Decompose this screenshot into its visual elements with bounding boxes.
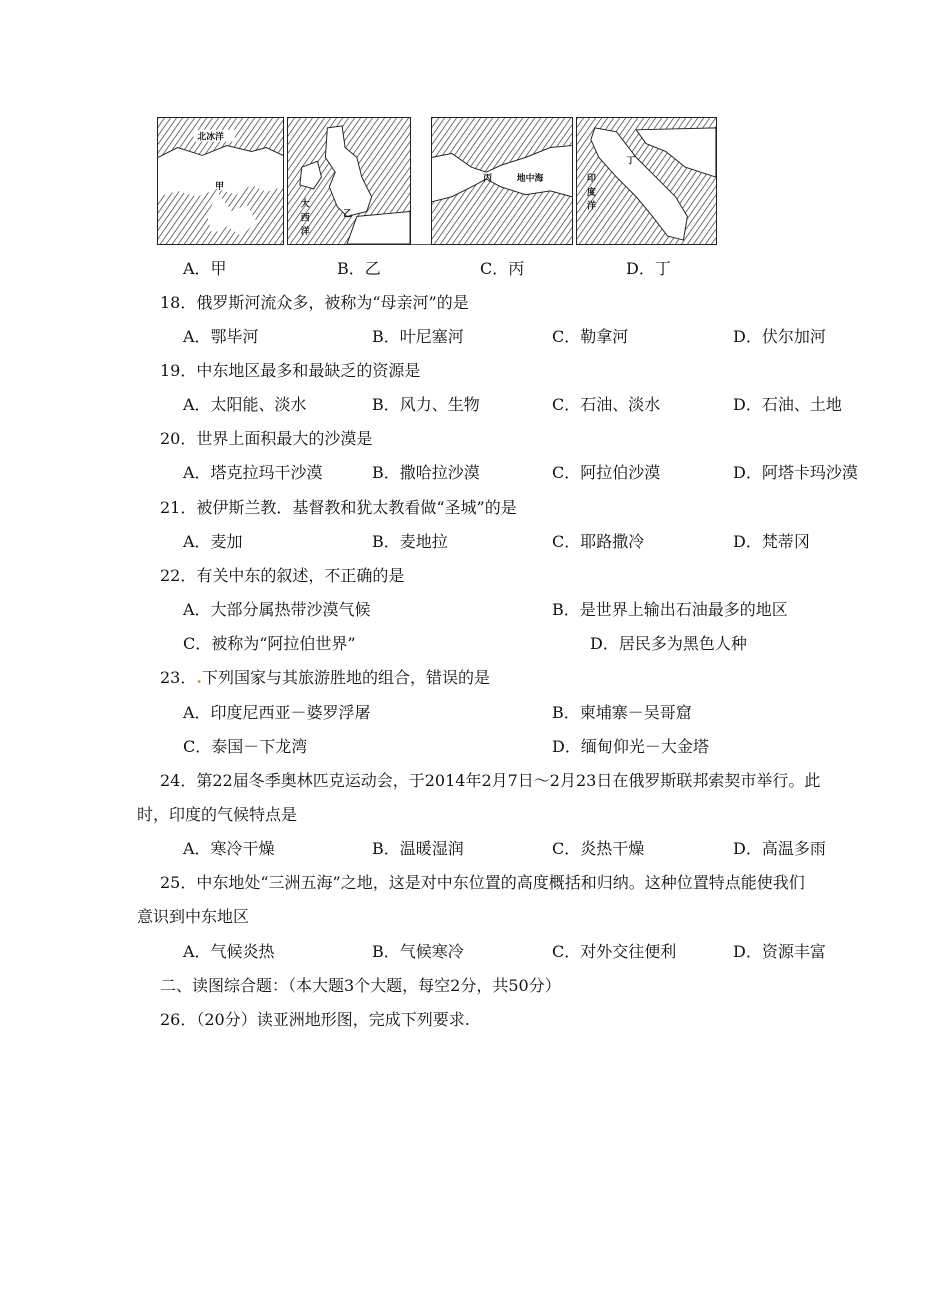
q17-option-b[interactable]: B．乙 bbox=[337, 259, 381, 278]
q19-stem: 19．中东地区最多和最缺乏的资源是 bbox=[160, 361, 421, 380]
label-indian-3: 洋 bbox=[586, 201, 596, 212]
q23-option-a[interactable]: A．印度尼西亚－婆罗浮屠 bbox=[183, 703, 371, 722]
q17-option-d[interactable]: D．丁 bbox=[626, 259, 671, 278]
q18-option-b[interactable]: B．叶尼塞河 bbox=[372, 327, 464, 346]
q25-option-a[interactable]: A．气候炎热 bbox=[183, 942, 275, 961]
q25-option-d[interactable]: D．资源丰富 bbox=[733, 942, 826, 961]
map-ding bbox=[576, 117, 717, 245]
q23-stem bbox=[160, 668, 490, 688]
q21-option-a[interactable]: A．麦加 bbox=[183, 532, 243, 551]
q17-option-c[interactable]: C．丙 bbox=[480, 259, 525, 278]
q20-option-a[interactable]: A．塔克拉玛干沙漠 bbox=[183, 463, 323, 482]
label-indian-2: 度 bbox=[586, 187, 596, 198]
section-2-heading: 二、读图综合题：（本大题3个大题，每空2分，共50分） bbox=[160, 976, 561, 995]
q25-option-b[interactable]: B．气候寒冷 bbox=[372, 942, 464, 961]
label-jia: 甲 bbox=[215, 181, 224, 192]
q21-option-b[interactable]: B．麦地拉 bbox=[372, 532, 448, 551]
q24-option-a[interactable]: A．寒冷干燥 bbox=[183, 839, 275, 858]
q23-number: 23． bbox=[160, 668, 197, 687]
q19-option-c[interactable]: C．石油、淡水 bbox=[552, 395, 661, 414]
label-atlantic-3: 洋 bbox=[300, 227, 310, 238]
label-bing: 丙 bbox=[483, 174, 493, 184]
q23-option-d[interactable]: D．缅甸仰光－大金塔 bbox=[552, 737, 709, 756]
q18-option-c[interactable]: C．勒拿河 bbox=[552, 327, 629, 346]
q21-option-d[interactable]: D．梵蒂冈 bbox=[733, 532, 810, 551]
q24-option-b[interactable]: B．温暖湿润 bbox=[372, 839, 464, 858]
q21-stem: 21．被伊斯兰教．基督教和犹太教看做“圣城”的是 bbox=[160, 498, 517, 517]
q23-text: 下列国家与其旅游胜地的组合，错误的是 bbox=[201, 668, 490, 687]
q24-stem-line2: 时，印度的气候特点是 bbox=[137, 805, 298, 824]
q22-option-b[interactable]: B．是世界上输出石油最多的地区 bbox=[552, 600, 788, 619]
q18-stem: 18．俄罗斯河流众多，被称为“母亲河”的是 bbox=[160, 293, 469, 312]
q22-option-c[interactable]: C．被称为“阿拉伯世界” bbox=[183, 634, 356, 653]
q17-option-a[interactable]: A．甲 bbox=[183, 259, 227, 278]
q19-option-a[interactable]: A．太阳能、淡水 bbox=[183, 395, 307, 414]
q22-stem: 22．有关中东的叙述，不正确的是 bbox=[160, 566, 405, 585]
q19-option-b[interactable]: B．风力、生物 bbox=[372, 395, 480, 414]
label-mediterranean: 地中海 bbox=[516, 174, 544, 184]
label-yi: 乙 bbox=[343, 209, 352, 220]
q25-stem: 25．中东地处“三洲五海”之地，这是对中东位置的高度概括和归纳。这种位置特点能使我们 bbox=[160, 873, 805, 892]
map-yi bbox=[287, 117, 411, 245]
label-ding: 丁 bbox=[626, 156, 636, 167]
map-jia bbox=[157, 117, 284, 245]
q24-option-d[interactable]: D．高温多雨 bbox=[733, 839, 826, 858]
q19-option-d[interactable]: D．石油、土地 bbox=[733, 395, 842, 414]
q18-option-a[interactable]: A．鄂毕河 bbox=[183, 327, 259, 346]
q23-mark: . bbox=[196, 668, 202, 687]
q21-option-c[interactable]: C．耶路撒冷 bbox=[552, 532, 645, 551]
q22-option-d[interactable]: D．居民多为黑色人种 bbox=[590, 634, 747, 653]
q22-option-a[interactable]: A．大部分属热带沙漠气候 bbox=[183, 600, 371, 619]
q26-stem: 26．（20分）读亚洲地形图，完成下列要求. bbox=[160, 1010, 470, 1029]
label-arctic-ocean: 北冰洋 bbox=[197, 132, 224, 143]
label-atlantic-1: 大 bbox=[300, 199, 310, 210]
q18-option-d[interactable]: D．伏尔加河 bbox=[733, 327, 826, 346]
q24-stem: 24．第22届冬季奥林匹克运动会，于2014年2月7日～2月23日在俄罗斯联邦索契市举行。此 bbox=[160, 771, 821, 790]
label-indian-1: 印 bbox=[586, 174, 596, 184]
map-bing bbox=[431, 117, 573, 245]
q23-option-b[interactable]: B．柬埔寨－吴哥窟 bbox=[552, 703, 692, 722]
q20-option-d[interactable]: D．阿塔卡玛沙漠 bbox=[733, 463, 858, 482]
map-strip bbox=[157, 117, 717, 245]
map-connector bbox=[411, 244, 431, 245]
q24-option-c[interactable]: C．炎热干燥 bbox=[552, 839, 645, 858]
q25-option-c[interactable]: C．对外交往便利 bbox=[552, 942, 677, 961]
q25-stem-line2: 意识到中东地区 bbox=[137, 907, 250, 926]
q23-option-c[interactable]: C．泰国－下龙湾 bbox=[183, 737, 308, 756]
q20-option-c[interactable]: C．阿拉伯沙漠 bbox=[552, 463, 661, 482]
label-atlantic-2: 西 bbox=[300, 213, 310, 224]
q20-stem: 20．世界上面积最大的沙漠是 bbox=[160, 429, 373, 448]
q20-option-b[interactable]: B．撒哈拉沙漠 bbox=[372, 463, 480, 482]
